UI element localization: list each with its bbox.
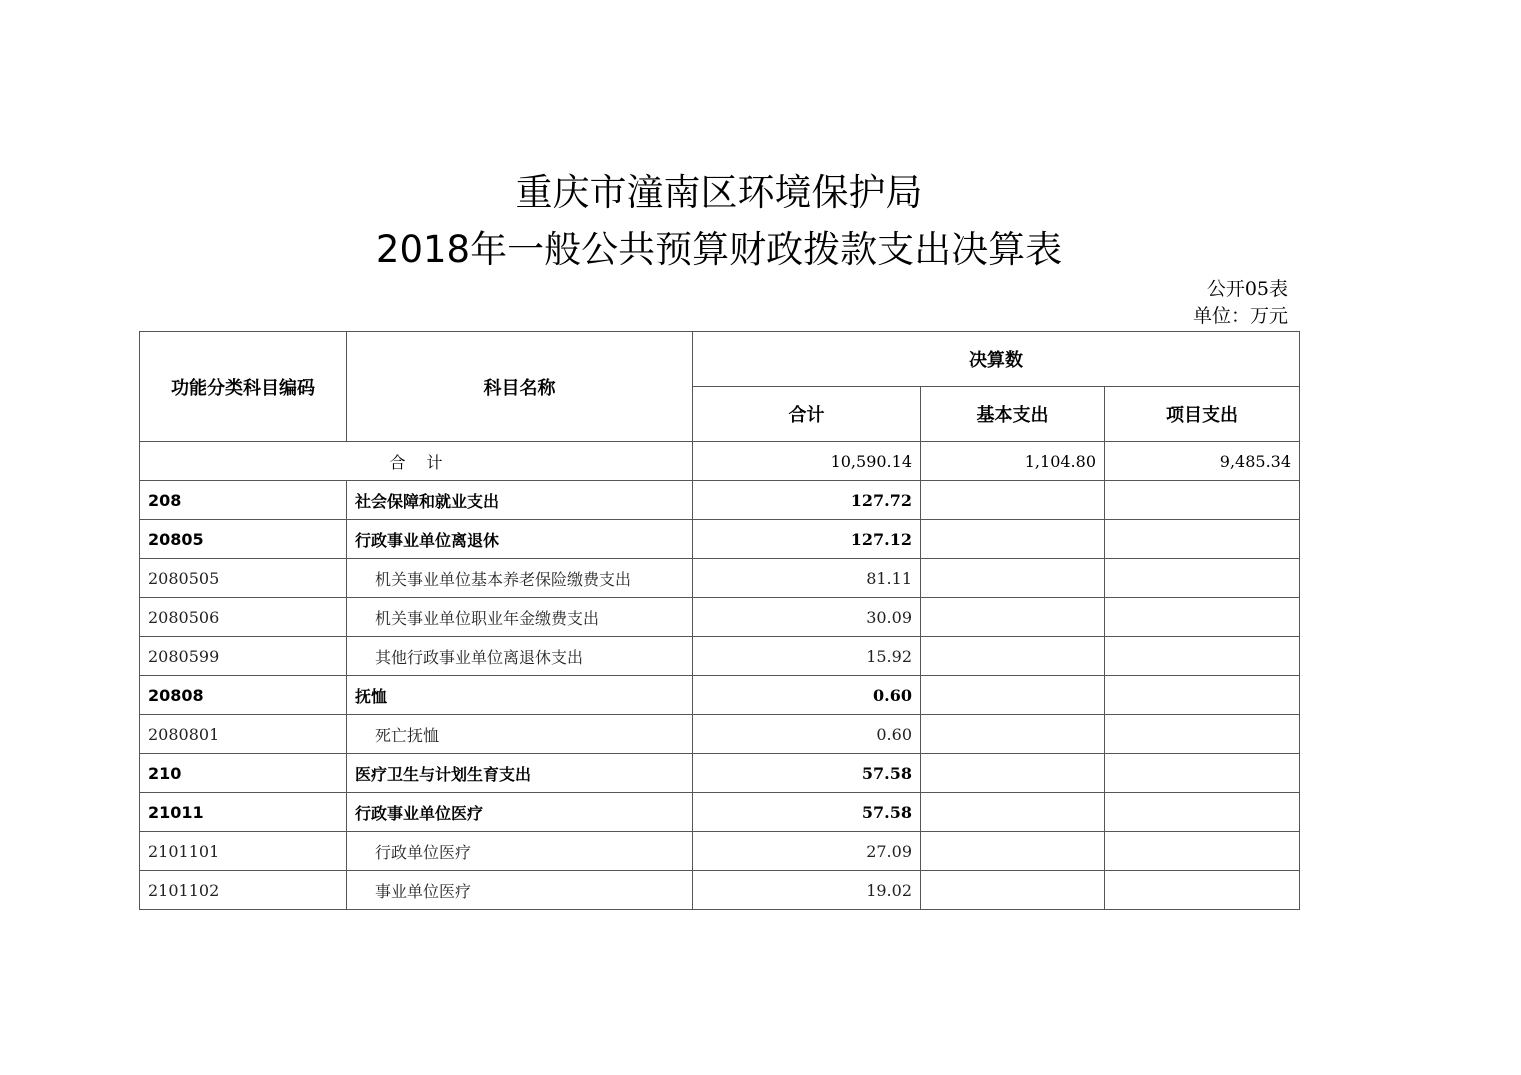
row-basic <box>921 598 1105 637</box>
row-name: 抚恤 <box>347 676 693 715</box>
row-project <box>1105 832 1300 871</box>
table-row <box>140 715 1300 754</box>
unit-label: 单位：万元 <box>1192 305 1288 327</box>
total-label: 合 计 <box>140 442 693 481</box>
row-name: 医疗卫生与计划生育支出 <box>347 754 693 793</box>
document-subtitle: 2018年一般公共预算财政拨款支出决算表 <box>375 228 1063 271</box>
row-total: 0.60 <box>693 715 921 754</box>
header-basic: 基本支出 <box>921 387 1105 442</box>
table-row <box>140 832 1300 871</box>
row-total: 19.02 <box>693 871 921 910</box>
row-name: 死亡抚恤 <box>347 715 693 754</box>
row-project <box>1105 676 1300 715</box>
row-project <box>1105 598 1300 637</box>
row-project <box>1105 793 1300 832</box>
row-code: 21011 <box>140 793 347 832</box>
row-name: 其他行政事业单位离退休支出 <box>347 637 693 676</box>
row-code: 2101101 <box>140 832 347 871</box>
table-row <box>140 754 1300 793</box>
row-project <box>1105 637 1300 676</box>
row-total: 15.92 <box>693 637 921 676</box>
row-name: 行政单位医疗 <box>347 832 693 871</box>
table-row <box>140 793 1300 832</box>
header-total: 合计 <box>693 387 921 442</box>
row-code: 2080599 <box>140 637 347 676</box>
row-name: 机关事业单位职业年金缴费支出 <box>347 598 693 637</box>
header-final-amount: 决算数 <box>693 332 1300 387</box>
row-code: 210 <box>140 754 347 793</box>
total-row <box>140 442 1300 481</box>
row-project <box>1105 715 1300 754</box>
row-basic <box>921 793 1105 832</box>
table-row <box>140 871 1300 910</box>
document-title: 重庆市潼南区环境保护局 <box>515 171 923 214</box>
row-total: 0.60 <box>693 676 921 715</box>
row-basic <box>921 559 1105 598</box>
row-total: 57.58 <box>693 754 921 793</box>
row-basic <box>921 832 1105 871</box>
row-code: 2080506 <box>140 598 347 637</box>
form-number: 公开05表 <box>1206 278 1288 300</box>
row-name: 机关事业单位基本养老保险缴费支出 <box>347 559 693 598</box>
row-basic <box>921 754 1105 793</box>
row-code: 2080505 <box>140 559 347 598</box>
table-row <box>140 637 1300 676</box>
row-project <box>1105 481 1300 520</box>
row-basic <box>921 676 1105 715</box>
row-project <box>1105 559 1300 598</box>
row-basic <box>921 481 1105 520</box>
row-basic <box>921 715 1105 754</box>
total-project: 9,485.34 <box>1105 442 1300 481</box>
row-project <box>1105 871 1300 910</box>
row-name: 社会保障和就业支出 <box>347 481 693 520</box>
row-total: 30.09 <box>693 598 921 637</box>
row-basic <box>921 871 1105 910</box>
row-code: 20805 <box>140 520 347 559</box>
row-basic <box>921 520 1105 559</box>
row-name: 行政事业单位医疗 <box>347 793 693 832</box>
row-basic <box>921 637 1105 676</box>
table-row <box>140 676 1300 715</box>
table-row <box>140 481 1300 520</box>
row-project <box>1105 754 1300 793</box>
total-basic: 1,104.80 <box>921 442 1105 481</box>
header-code: 功能分类科目编码 <box>140 332 347 442</box>
row-total: 27.09 <box>693 832 921 871</box>
row-total: 81.11 <box>693 559 921 598</box>
row-total: 57.58 <box>693 793 921 832</box>
header-name: 科目名称 <box>347 332 693 442</box>
row-name: 事业单位医疗 <box>347 871 693 910</box>
row-name: 行政事业单位离退休 <box>347 520 693 559</box>
table-row <box>140 559 1300 598</box>
row-total: 127.72 <box>693 481 921 520</box>
table-row <box>140 520 1300 559</box>
row-code: 20808 <box>140 676 347 715</box>
total-amount: 10,590.14 <box>693 442 921 481</box>
table-row <box>140 598 1300 637</box>
row-project <box>1105 520 1300 559</box>
budget-table <box>139 331 1300 910</box>
row-code: 2080801 <box>140 715 347 754</box>
row-code: 208 <box>140 481 347 520</box>
row-total: 127.12 <box>693 520 921 559</box>
row-code: 2101102 <box>140 871 347 910</box>
header-project: 项目支出 <box>1105 387 1300 442</box>
